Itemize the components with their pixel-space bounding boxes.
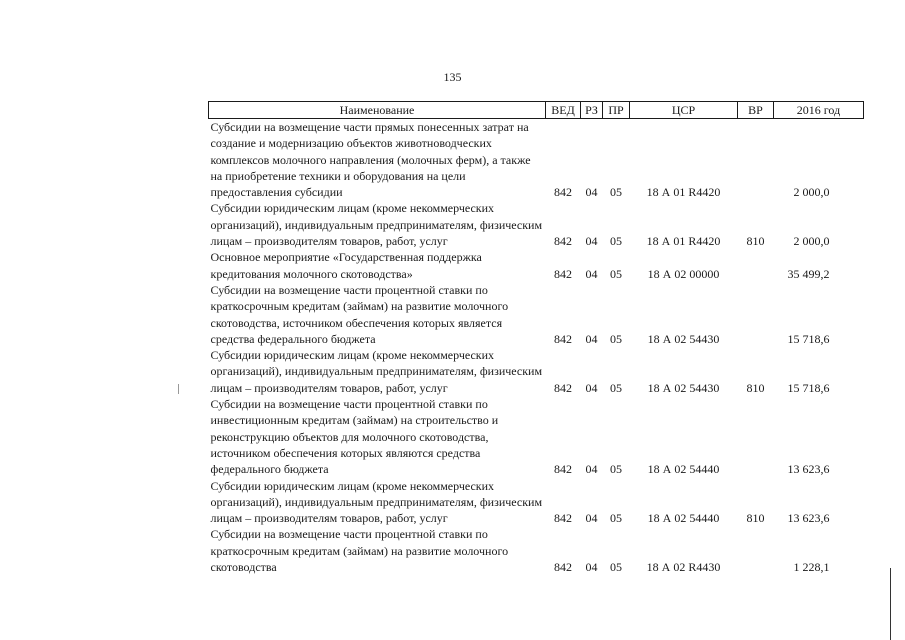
table-row [209,119,864,201]
row-pr: 05 [610,234,622,249]
table-row [209,526,864,575]
row-csr: 18 А 02 R4430 [646,560,721,575]
row-vr [738,526,774,575]
table-row [209,347,864,396]
row-ved: 842 [554,234,572,249]
row-vr [738,396,774,477]
row-name: Субсидии юридическим лицам (кроме некоммерческих организаций), индивидуальным предпринимателям, физическим лицам – производителям товаров, работ, услуг [210,478,543,526]
row-name: Основное мероприятие «Государственная поддержка кредитования молочного скотоводства» [210,250,482,281]
row-ved: 842 [554,462,572,477]
row-ved: 842 [554,380,572,395]
header-amount: 2016 год [774,102,864,119]
row-vr: 810 [746,234,765,249]
row-amount: 13 623,6 [787,511,830,526]
row-amount: 35 499,2 [787,266,830,281]
row-csr: 18 А 01 R4420 [646,234,721,249]
row-ved: 842 [554,511,572,526]
row-ved: 842 [554,331,572,346]
row-amount: 15 718,6 [787,380,830,395]
row-csr: 18 А 01 R4420 [646,185,721,200]
row-pr: 05 [610,266,622,281]
header-csr: ЦСР [630,102,738,119]
row-rz: 04 [585,331,598,346]
row-csr: 18 А 02 54430 [647,380,720,395]
scan-edge-mark [178,384,179,394]
header-pr: ПР [603,102,630,119]
row-pr: 05 [610,380,622,395]
table-row [209,396,864,477]
row-name: Субсидии юридическим лицам (кроме некоммерческих организаций), индивидуальным предпринимателям, физическим лицам – производителям товаров, работ, услуг [210,348,543,395]
row-rz: 04 [585,266,598,281]
page-number: 135 [443,70,462,84]
table-header-row [209,102,864,119]
header-vr: ВР [738,102,774,119]
table-row [209,282,864,347]
header-name: Наименование [209,102,546,119]
row-pr: 05 [610,185,622,200]
row-pr: 05 [610,560,622,575]
row-name: Субсидии юридическим лицам (кроме некоммерческих организаций), индивидуальным предпринимателям, физическим лицам – производителям товаров, работ, услуг [210,201,543,249]
table-row [209,249,864,282]
row-csr: 18 А 02 54440 [647,511,720,526]
row-amount: 2 000,0 [793,185,830,200]
header-rz: РЗ [581,102,603,119]
budget-table [208,101,864,575]
row-rz: 04 [585,462,598,477]
row-name: Субсидии на возмещение части процентной ставки по краткосрочным кредитам (займам) на развитие молочного скотоводства [210,527,509,575]
row-rz: 04 [585,560,598,575]
row-name: Субсидии на возмещение части прямых понесенных затрат на создание и модернизацию объектов животноводческих комплексов молочного направления (молочных ферм), а также на приобретение техники и оборудования на цели предоставления субсидии [210,120,531,200]
row-name: Субсидии на возмещение части процентной ставки по инвестиционным кредитам (займам) на строительство и реконструкцию объектов для молочного скотоводства, источником обеспечения которых являются средства федерального бюджета [210,397,499,477]
row-rz: 04 [585,185,598,200]
row-amount: 15 718,6 [787,331,830,346]
row-pr: 05 [610,462,622,477]
row-pr: 05 [610,331,622,346]
row-pr: 05 [610,511,622,526]
row-amount: 2 000,0 [793,234,830,249]
row-rz: 04 [585,380,598,395]
row-csr: 18 А 02 00000 [647,266,720,281]
scan-edge-line [890,568,891,640]
row-ved: 842 [554,185,572,200]
row-vr [738,249,774,282]
row-vr: 810 [746,511,765,526]
row-ved: 842 [554,266,572,281]
row-amount: 1 228,1 [793,560,830,575]
row-amount: 13 623,6 [787,462,830,477]
header-ved: ВЕД [546,102,581,119]
row-vr [738,119,774,201]
row-name: Субсидии на возмещение части процентной ставки по краткосрочным кредитам (займам) на развитие молочного скотоводства, источником обеспечения которых является средства федерального бюджета [210,282,509,346]
row-vr: 810 [746,380,765,395]
row-ved: 842 [554,560,572,575]
row-vr [738,282,774,347]
row-csr: 18 А 02 54440 [647,462,720,477]
row-rz: 04 [585,511,598,526]
row-rz: 04 [585,234,598,249]
table-row [209,200,864,249]
row-csr: 18 А 02 54430 [647,331,720,346]
table-row [209,478,864,527]
